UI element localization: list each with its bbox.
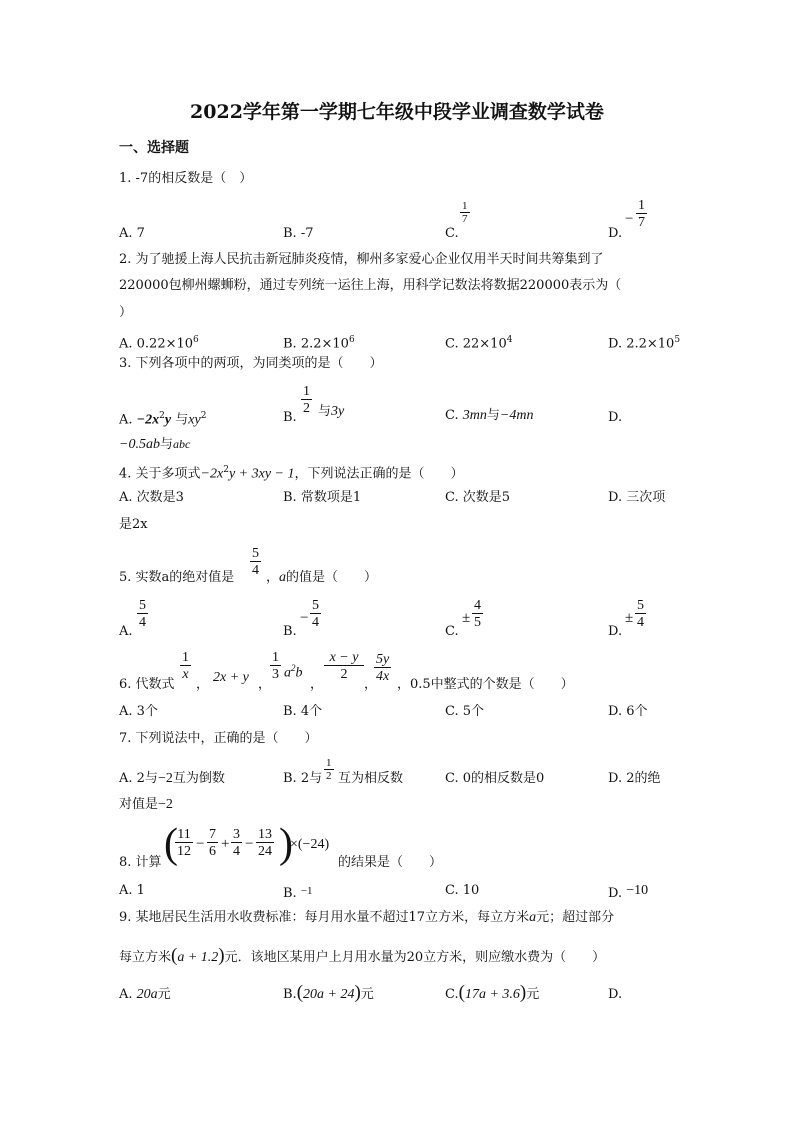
- question-1-stem: 1. -7的相反数是（ ）: [119, 171, 253, 186]
- q7-option-b-pre: B. 2与: [283, 771, 323, 786]
- q8-op-2: +: [221, 836, 230, 852]
- q1-option-a: A. 7: [119, 226, 145, 241]
- q8-fraction-3: 3 4: [233, 827, 240, 859]
- q9-option-c: C.(17a + 3.6)元: [445, 982, 540, 1003]
- q8-op-3: −: [245, 836, 254, 852]
- question-5-stem-pre: 5. 实数a的绝对值是: [119, 570, 235, 585]
- q6-expr3-fraction: 1 3: [272, 650, 279, 682]
- q6-expr1: 1 x: [182, 650, 189, 682]
- q5-option-b-sign: −: [300, 610, 309, 626]
- q6-sep3: ，: [310, 677, 324, 692]
- q5-option-c-fraction: 4 5: [474, 598, 481, 630]
- q1-option-c-label: C.: [445, 226, 459, 241]
- q9-option-b: B.(20a + 24)元: [283, 982, 374, 1003]
- q5-option-c-label: C.: [445, 624, 459, 639]
- q8-option-c: C. 10: [445, 883, 480, 898]
- q4-option-a: A. 次数是3: [119, 490, 184, 505]
- q8-multiplier: ×(−24): [290, 837, 330, 852]
- q8-option-a: A. 1: [119, 883, 145, 898]
- q5-option-b-label: B.: [283, 624, 297, 639]
- q1-option-d-label: D.: [608, 226, 623, 241]
- page-title: 2022学年第一学期七年级中段学业调查数学试卷: [190, 101, 604, 123]
- q6-expr2: 2x + y: [213, 670, 249, 685]
- q5-option-d-label: D.: [608, 624, 623, 639]
- q8-right-paren: ): [279, 821, 293, 867]
- q1-option-d-sign: −: [625, 211, 634, 227]
- q7-option-d-continued: 对值是−2: [119, 797, 173, 812]
- q5-option-b-fraction: 5 4: [312, 598, 319, 630]
- question-7-stem: 7. 下列说法中，正确的是（ ）: [119, 731, 318, 746]
- question-2-stem-line3: ）: [119, 305, 133, 320]
- question-3-stem: 3. 下列各项中的两项，为同类项的是（ ）: [119, 356, 383, 371]
- q3-option-b-fraction: 1 2: [303, 384, 310, 416]
- q8-option-d: D. −10: [608, 883, 649, 901]
- q3-option-d-label: D.: [608, 410, 623, 425]
- q6-option-a: A. 3个: [119, 704, 158, 719]
- q6-sep4: ，: [364, 677, 378, 692]
- q6-option-d: D. 6个: [608, 704, 648, 719]
- q3-option-b-label: B.: [283, 410, 297, 425]
- q3-option-c: C. 3mn与−4mn: [445, 408, 534, 423]
- q1-option-b: B. -7: [283, 226, 314, 241]
- q6-sep2: ，: [258, 677, 272, 692]
- q7-option-b-post: 互为相反数: [338, 771, 404, 786]
- question-9-stem-line1: 9. 某地居民生活用水收费标准：每月用水量不超过17立方米，每立方米a元；超过部分: [119, 910, 615, 925]
- q4-option-d-continued: 是2x: [119, 517, 148, 532]
- q4-option-c: C. 次数是5: [445, 490, 511, 505]
- q7-option-b-fraction: 1 2: [326, 757, 332, 782]
- q4-option-d: D. 三次项: [608, 490, 666, 505]
- q1-option-c-fraction: 1 7: [462, 200, 468, 225]
- q3-option-d-body: −0.5ab与abc: [119, 437, 191, 452]
- question-5-stem-post: ，a的值是（ ）: [266, 570, 378, 585]
- q2-option-c: C. $22\times 10^4$: [445, 335, 513, 352]
- q9-option-d: D.: [608, 987, 623, 1002]
- q9-option-a: A. 20a元: [119, 987, 171, 1002]
- question-2-stem-line1: 2. 为了驰援上海人民抗击新冠肺炎疫情，柳州多家爱心企业仅用半天时间共筹集到了: [119, 252, 604, 267]
- question-4-stem: 4. 关于多项式$-2x^2y + 3xy - 1$，下列说法正确的是（ ）: [119, 465, 464, 482]
- question-8-stem-post: 的结果是（ ）: [338, 855, 443, 870]
- section-heading: 一、选择题: [119, 140, 189, 156]
- question-8-stem-pre: 8. 计算: [119, 855, 162, 870]
- q1-option-d-fraction: 1 7: [638, 198, 645, 230]
- question-6-stem-post: ，0.5中整式的个数是（ ）: [397, 677, 574, 692]
- question-9-stem-line2: 每立方米(a + 1.2)元．该地区某用户上月用水量为20立方米，则应缴水费为（ ）: [119, 945, 606, 966]
- q2-option-b: B. $2.2\times 10^6$: [283, 335, 355, 352]
- q8-left-paren: (: [164, 821, 178, 867]
- q6-expr4: x − y 2: [324, 650, 364, 682]
- q6-option-b: B. 4个: [283, 704, 323, 719]
- q6-option-c: C. 5个: [445, 704, 485, 719]
- q5-option-a-label: A.: [119, 624, 133, 639]
- q3-option-b-rest: 与3y: [318, 404, 345, 419]
- q6-sep1: ，: [196, 677, 210, 692]
- q7-option-c: C. 0的相反数是0: [445, 771, 545, 786]
- q4-option-b: B. 常数项是1: [283, 490, 362, 505]
- q8-fraction-2: 7 6: [209, 827, 216, 859]
- q2-option-a: A. $0.22\times 10^6$: [119, 335, 199, 352]
- q3-option-a: A. $-2x^2y$ 与$xy^2$: [119, 411, 207, 428]
- q5-option-a-fraction: 5 4: [139, 598, 146, 630]
- q8-option-b: B. $^{-1}$: [283, 885, 313, 901]
- q5-option-c-sign: ±: [462, 610, 471, 626]
- q2-option-d: D. $2.2\times 10^5$: [608, 335, 681, 352]
- question-2-stem-line2: 220000包柳州螺蛳粉，通过专列统一运往上海，用科学记数法将数据220000表示为（: [119, 278, 622, 293]
- q6-expr5: 5y 4x: [376, 652, 390, 684]
- q7-option-a: A. 2与−2互为倒数: [119, 771, 225, 786]
- q5-stem-fraction: 5 4: [252, 546, 259, 578]
- q8-fraction-4: 13 24: [258, 827, 272, 859]
- question-6-stem-pre: 6. 代数式: [119, 677, 175, 692]
- q5-option-d-fraction: 5 4: [637, 598, 644, 630]
- q6-expr3-tail: $a^2b$: [284, 663, 303, 681]
- q8-op-1: −: [196, 836, 205, 852]
- q5-option-d-sign: ±: [625, 610, 634, 626]
- q7-option-d: D. 2的绝: [608, 771, 661, 786]
- q8-fraction-1: 11 12: [177, 827, 191, 859]
